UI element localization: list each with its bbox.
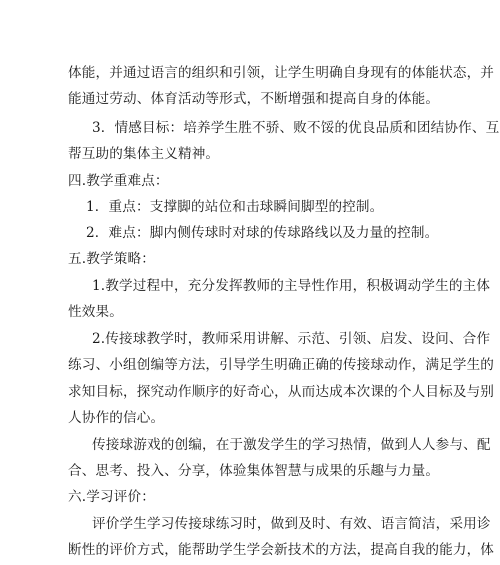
text-line-13: 求知目标，探究动作顺序的好奇心，从而达成本次课的个人目标及与别 [68, 384, 495, 400]
text-line-3: 3．情感目标：培养学生胜不骄、败不馁的优良品质和团结协作、互 [92, 120, 500, 136]
text-line-19: 断性的评价方式，能帮助学生学会新技术的方法，提高自我的能力，体 [68, 542, 495, 558]
text-line-2: 能通过劳动、体育活动等形式，不断增强和提高自身的体能。 [68, 91, 440, 107]
text-line-4: 帮互助的集体主义精神。 [68, 146, 220, 162]
text-line-11: 2.传接球教学时，教师采用讲解、示范、引领、启发、设问、合作 [92, 331, 491, 347]
section-heading-strategy: 五.教学策略： [68, 251, 155, 267]
text-line-10: 性效果。 [68, 304, 123, 320]
text-line-12: 练习、小组创编等方法，引导学生明确正确的传接球动作，满足学生的 [68, 357, 495, 373]
text-line-7: 2．难点：脚内侧传球时对球的传球路线以及力量的控制。 [86, 225, 439, 241]
text-line-16: 合、思考、投入、分享，体验集体智慧与成果的乐趣与力量。 [68, 463, 440, 479]
text-line-14: 人协作的信心。 [68, 410, 165, 426]
section-heading-evaluation: 六.学习评价： [68, 489, 155, 505]
text-line-15: 传接球游戏的创编，在于激发学生的学习热情，做到人人参与、配 [92, 437, 491, 453]
section-heading-key-points: 四.教学重难点： [68, 173, 169, 189]
text-line-6: 1．重点：支撑脚的站位和击球瞬间脚型的控制。 [86, 199, 384, 215]
text-line-18: 评价学生学习传接球练习时，做到及时、有效、语言简洁，采用诊 [92, 516, 491, 532]
text-line-9: 1.教学过程中，充分发挥教师的主导性作用，积极调动学生的主体 [92, 278, 491, 294]
text-line-1: 体能，并通过语言的组织和引领，让学生明确自身现有的体能状态，并 [68, 65, 495, 81]
